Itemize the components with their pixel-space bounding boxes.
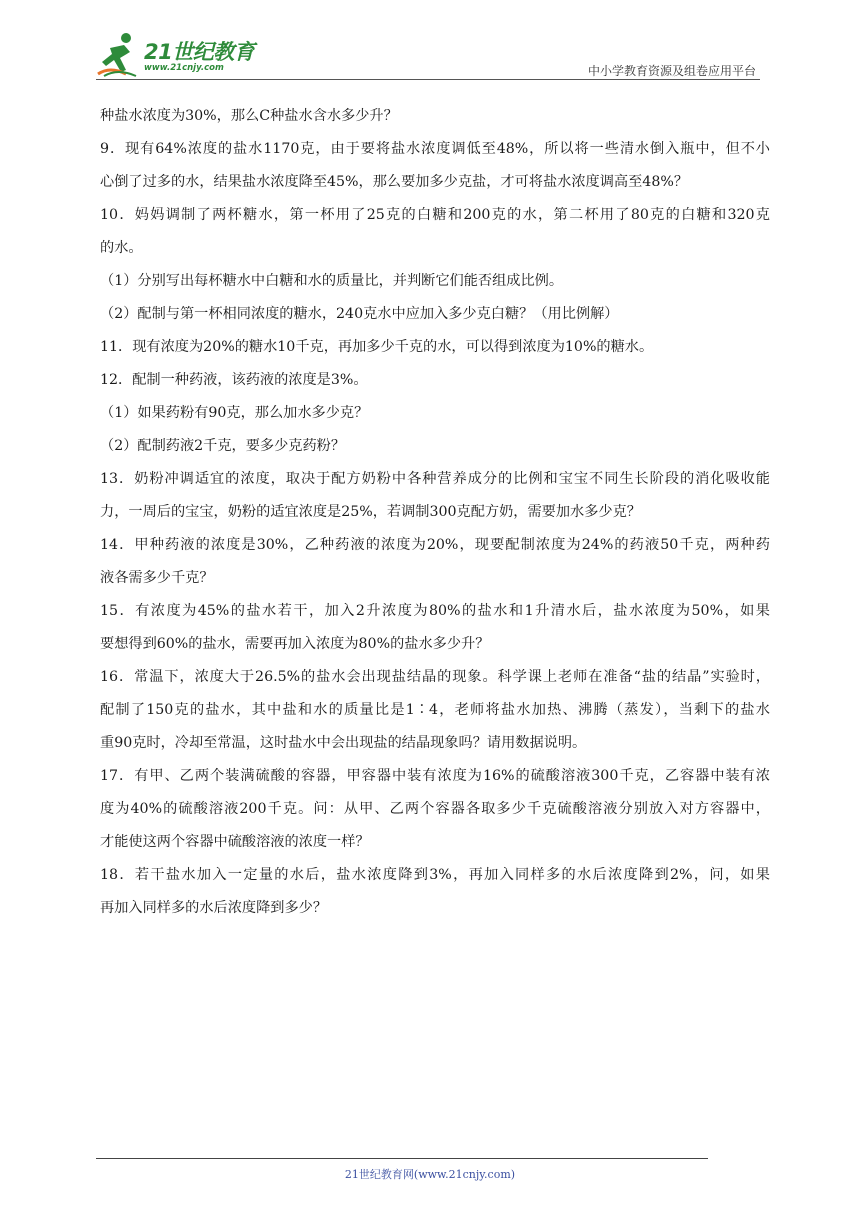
- text-line: 种盐水浓度为30%，那么C种盐水含水多少升？: [100, 108, 398, 124]
- question-17: 17．有甲、乙两个装满硫酸的容器，甲容器中装有浓度为16%的硫酸溶液300千克，乙容器中装有浓: [100, 768, 770, 784]
- question-14: 14．甲种药液的浓度是30%，乙种药液的浓度为20%，现要配制浓度为24%的药液50千克，两种药: [100, 537, 770, 553]
- question-11: 11．现有浓度为20%的糖水10千克，再加多少千克的水，可以得到浓度为10%的糖水。: [100, 339, 654, 355]
- sub-question: （2）配制与第一杯相同浓度的糖水，240克水中应加入多少克白糖？（用比例解）: [100, 306, 619, 322]
- text-line: 配制了150克的盐水，其中盐和水的质量比是1∶4，老师将盐水加热、沸腾（蒸发），当剩下的盐水: [100, 702, 770, 718]
- question-16: 16．常温下，浓度大于26.5%的盐水会出现盐结晶的现象。科学课上老师在准备“盐的结晶”实验时，: [100, 669, 770, 685]
- sub-question: （1）如果药粉有90克，那么加水多少克？: [100, 405, 369, 421]
- text-line: 重90克时，冷却至常温，这时盐水中会出现盐的结晶现象吗？请用数据说明。: [100, 735, 587, 751]
- platform-name: 中小学教育资源及组卷应用平台: [587, 64, 756, 78]
- question-12: 12．配制一种药液，该药液的浓度是3%。: [100, 372, 368, 388]
- runner-logo-icon: [96, 30, 142, 78]
- text-line: 力，一周后的宝宝，奶粉的适宜浓度是25%，若调制300克配方奶，需要加水多少克？: [100, 504, 641, 520]
- question-15: 15．有浓度为45%的盐水若干，加入2升浓度为80%的盐水和1升清水后，盐水浓度为50%，如果: [100, 603, 770, 619]
- text-line: 心倒了过多的水，结果盐水浓度降至45%，那么要加多少克盐，才可将盐水浓度调高至48%？: [100, 174, 689, 190]
- text-line: 才能使这两个容器中硫酸溶液的浓度一样？: [100, 834, 370, 850]
- text-line: 再加入同样多的水后浓度降到多少？: [100, 900, 328, 916]
- logo: [96, 30, 266, 78]
- footer-divider: [96, 1158, 708, 1159]
- sub-question: （2）配制药液2千克，要多少克药粉？: [100, 438, 346, 454]
- logo-url: www.21cnjy.com: [144, 63, 224, 73]
- text-line: 的水。: [100, 240, 143, 256]
- question-18: 18．若干盐水加入一定量的水后，盐水浓度降到3%，再加入同样多的水后浓度降到2%，问，如果: [100, 867, 770, 883]
- question-13: 13．奶粉冲调适宜的浓度，取决于配方奶粉中各种营养成分的比例和宝宝不同生长阶段的消化吸收能: [100, 471, 770, 487]
- header-divider: [96, 79, 760, 80]
- question-10: 10．妈妈调制了两杯糖水，第一杯用了25克的白糖和200克的水，第二杯用了80克的白糖和320克: [100, 207, 770, 223]
- question-9: 9．现有64%浓度的盐水1170克，由于要将盐水浓度调低至48%，所以将一些清水倒入瓶中，但不小: [100, 141, 770, 157]
- footer-source: 21世纪教育网(www.21cnjy.com): [344, 1168, 516, 1181]
- text-line: 要想得到60%的盐水，需要再加入浓度为80%的盐水多少升？: [100, 636, 490, 652]
- document-body: [100, 100, 770, 925]
- sub-question: （1）分别写出每杯糖水中白糖和水的质量比，并判断它们能否组成比例。: [100, 273, 564, 289]
- logo-brand: 21世纪教育: [144, 40, 255, 64]
- page-header: [96, 30, 760, 80]
- text-line: 度为40%的硫酸溶液200千克。问：从甲、乙两个容器各取多少千克硫酸溶液分别放入对方容器中，: [100, 801, 770, 817]
- text-line: 液各需多少千克？: [100, 570, 214, 586]
